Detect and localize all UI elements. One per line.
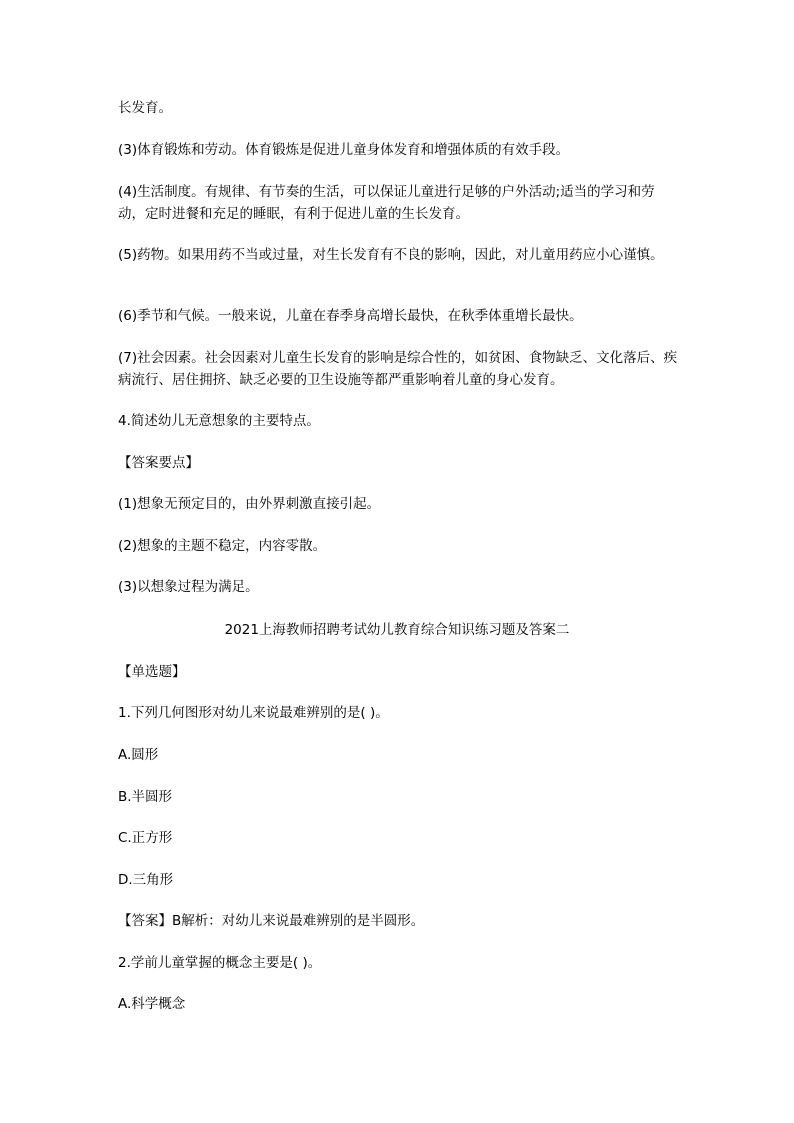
answer-label: 【答案要点】 bbox=[118, 455, 199, 471]
answer-point: (3)以想象过程为满足。 bbox=[118, 579, 259, 595]
answer: 【答案】B解析：对幼儿来说最难辨别的是半圆形。 bbox=[118, 913, 425, 929]
section-label: 【单选题】 bbox=[118, 664, 186, 680]
question: 2.学前儿童掌握的概念主要是( )。 bbox=[118, 955, 322, 971]
paragraph: (6)季节和气候。一般来说，儿童在春季身高增长最快，在秋季体重增长最快。 bbox=[118, 308, 583, 324]
paragraph: 长发育。 bbox=[118, 100, 172, 116]
option: D.三角形 bbox=[118, 872, 174, 888]
question-heading: 4.简述幼儿无意想象的主要特点。 bbox=[118, 413, 320, 429]
option: B.半圆形 bbox=[118, 789, 173, 805]
paragraph: (4)生活制度。有规律、有节奏的生活，可以保证儿童进行足够的户外活动;适当的学习和劳动，定时进餐和充足的睡眠，有利于促进儿童的生长发育。 bbox=[118, 184, 655, 222]
paragraph: (3)体育锻炼和劳动。体育锻炼是促进儿童身体发育和增强体质的有效手段。 bbox=[118, 142, 570, 158]
question: 1.下列几何图形对幼儿来说最难辨别的是( )。 bbox=[118, 705, 389, 721]
option: C.正方形 bbox=[118, 830, 173, 846]
paragraph: (7)社会因素。社会因素对儿童生长发育的影响是综合性的，如贫困、食物缺乏、文化落后、疾病流行、居住拥挤、缺乏必要的卫生设施等都严重影响着儿童的身心发育。 bbox=[118, 350, 678, 388]
option: A.科学概念 bbox=[118, 996, 186, 1012]
answer-point: (2)想象的主题不稳定，内容零散。 bbox=[118, 538, 327, 554]
answer-point: (1)想象无预定目的，由外界刺激直接引起。 bbox=[118, 496, 381, 512]
option: A.圆形 bbox=[118, 747, 159, 763]
section-title: 2021上海教师招聘考试幼儿教育综合知识练习题及答案二 bbox=[224, 622, 570, 638]
paragraph: (5)药物。如果用药不当或过量，对生长发育有不良的影响，因此，对儿童用药应小心谨慎。 bbox=[118, 247, 664, 263]
